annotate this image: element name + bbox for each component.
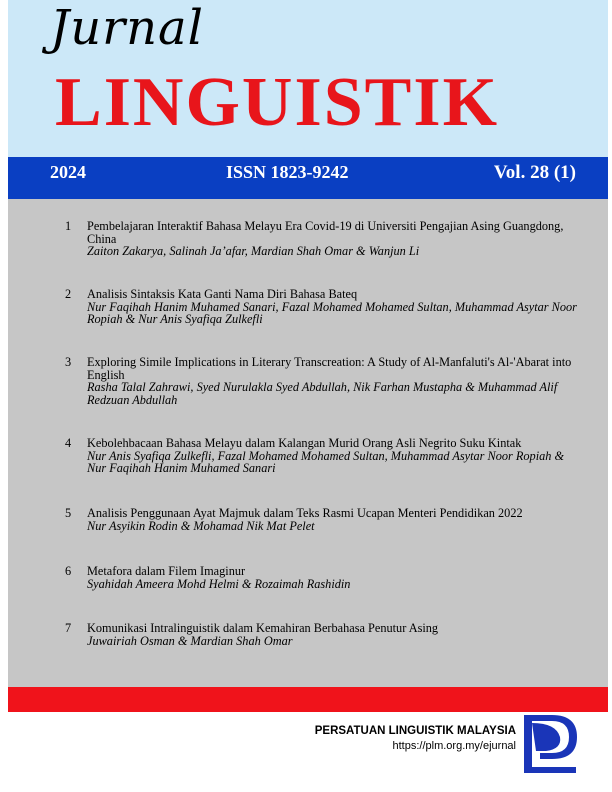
article-title: Analisis Sintaksis Kata Ganti Nama Diri Bahasa Bateq [87,287,358,301]
article-title: Komunikasi Intralinguistik dalam Kemahiran Berbahasa Penutur Asing [87,621,439,635]
article-authors: Nur Asyikin Rodin & Mohamad Nik Mat Pelet [87,518,315,533]
article-title: Analisis Penggunaan Ayat Majmuk dalam Teks Rasmi Ucapan Menteri Pendidikan 2022 [87,506,523,520]
article-number: 5 [65,506,72,520]
issue-bar [8,157,608,199]
issn: ISSN 1823-9242 [226,162,349,182]
footer-red-bar [8,687,608,712]
article-authors: Nur Anis Syafiqa Zulkefli, Fazal Mohamed Mohamed Sultan, Muhammad Asytar Noor Ropiah & Nur Faqihah Hanim Muhamed Sanari [87,448,565,475]
masthead [8,0,608,157]
journal-url[interactable]: https://plm.org.my/ejurnal [392,740,516,752]
article-authors: Syahidah Ameera Mohd Helmi & Rozaimah Rashidin [87,576,351,591]
article-number: 2 [65,287,72,301]
article-authors: Nur Faqihah Hanim Muhamed Sanari, Fazal Mohamed Mohamed Sultan, Muhammad Asytar Noor Ropiah & Nur Anis Syafiqa Zulkefli [87,299,577,326]
article-title: Exploring Simile Implications in Literary Transcreation: A Study of Al-Manfaluti's Al-'Abarat into English [87,355,572,382]
volume-issue: Vol. 28 (1) [493,162,576,183]
article-title: Metafora dalam Filem Imaginur [87,564,246,578]
article-number: 1 [65,219,72,233]
article-number: 7 [65,621,72,635]
article-authors: Rasha Talal Zahrawi, Syed Nurulakla Syed Abdullah, Nik Farhan Mustapha & Muhammad Alif Redzuan Abdullah [87,380,558,407]
journal-title: LINGUISTIK [55,64,500,141]
article-number: 4 [65,436,72,450]
publisher-name: PERSATUAN LINGUISTIK MALAYSIA [314,725,516,737]
issue-year: 2024 [50,162,86,182]
plm-logo-icon [522,713,580,773]
article-authors: Juwairiah Osman & Mardian Shah Omar [87,633,293,648]
article-title: Kebolehbacaan Bahasa Melayu dalam Kalangan Murid Orang Asli Negrito Suku Kintak [87,436,522,450]
table-of-contents [8,199,608,687]
article-authors: Zaiton Zakarya, Salinah Ja’afar, Mardian Shah Omar & Wanjun Li [87,244,420,258]
article-title: Pembelajaran Interaktif Bahasa Melayu Era Covid-19 di Universiti Pengajian Asing Guangdong, China [87,219,564,246]
article-number: 3 [65,355,72,369]
article-number: 6 [65,564,72,578]
journal-word: Jurnal [50,0,204,56]
